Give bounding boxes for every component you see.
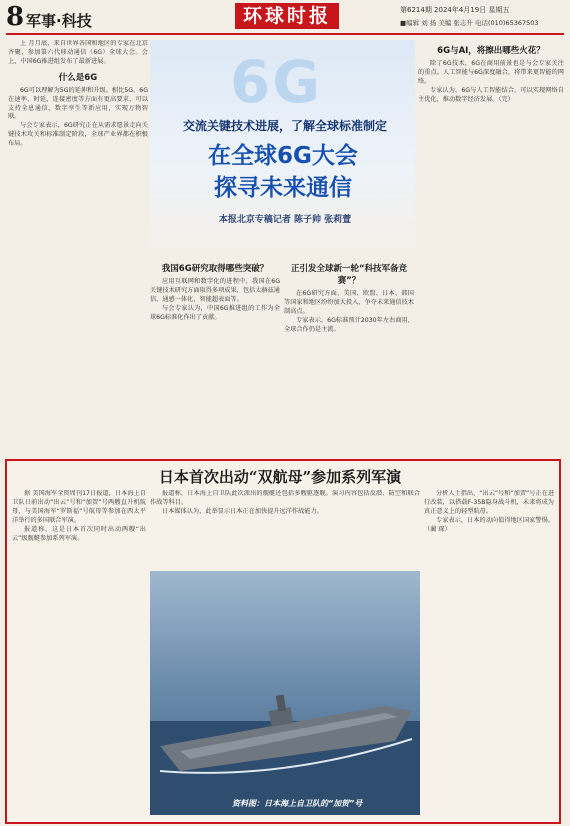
paragraph: 专家表示，6G标准预计2030年左右商用，全球合作仍是主流。: [284, 316, 414, 333]
issue-line: 第6214期 2024年4月19日 星期五: [400, 6, 510, 14]
subheading: 6G与AI，将擦出哪些火花？: [437, 46, 545, 56]
article-column-1: [8, 40, 148, 452]
hero-byline: 本报北京专稿记者 陈子帅 张莉萱: [218, 215, 352, 225]
boxed-column-mid: [150, 490, 420, 568]
boxed-column-right: [424, 490, 554, 814]
boxed-article-title: 日本首次出动“双航母”参加系列军演: [158, 468, 402, 486]
paragraph: 除了6G技术，6G在商用前景也是与会专家关注的重点。人工智能与6G深度融合，将带来更智能的网络。: [418, 60, 564, 85]
paragraph: 在6G研究方面，美国、欧盟、日本、韩国等国家和地区纷纷加大投入，争夺未来通信技术制高点。: [284, 290, 414, 315]
photo-caption: 资料图：日本海上自卫队的“加贺”号: [232, 799, 363, 808]
hero-title-line1: 在全球6G大会: [208, 143, 358, 169]
paragraph: 应用互联网和数字化的进程中，我国在6G关键技术研究方面取得多项成果，包括太赫兹通信、通感一体化、智能超表面等。: [150, 278, 280, 303]
hero-6g-text: 6G: [230, 48, 322, 116]
article-column-4: [418, 40, 564, 452]
paragraph: 与会专家表示，6G研究正在从需求愿景走向关键技术攻关和标准制定阶段，全球产业界都在积极布局。: [8, 122, 148, 148]
paragraph: 专家表示，日本的动向值得地区国家警惕。（蔺 琛）: [424, 516, 554, 533]
subheading: 正引发全球新一轮“科技军备竞赛”？: [290, 264, 408, 286]
section-title: 军事·科技: [26, 12, 92, 30]
article-column-2: [150, 258, 280, 452]
newspaper-logo: 环球时报: [235, 3, 339, 29]
hero-subtitle: 交流关键技术进展，了解全球标准制定: [182, 119, 387, 133]
article-column-3: [284, 258, 414, 452]
warship-photo: [150, 571, 420, 815]
paragraph: 专家认为，6G与人工智能结合，可以实现网络自主优化，推动数字经济发展。（完）: [418, 86, 564, 103]
paragraph: 报道称，这是日本首次同时出动两艘“出云”级舰艇参加系列军演。: [12, 525, 146, 542]
subheading: 我国6G研究取得哪些突破？: [161, 264, 269, 274]
editor-line: ■编辑 刘 扬 美编 张志升 电话(010)65367503: [400, 19, 539, 27]
subheading: 什么是6G: [58, 72, 98, 83]
paragraph: 与会专家认为，中国6G推进组的工作为全球6G标准化作出了贡献。: [150, 304, 280, 321]
hero-title-line2: 探寻未来通信: [214, 175, 352, 201]
warship-illustration: [150, 571, 420, 815]
paragraph: 日本媒体认为，此举显示日本正在加快提升远洋作战能力。: [162, 507, 323, 515]
paragraph: 分析人士指出，“出云”号和“加贺”号正在进行改装，以搭载F-35B隐身战斗机，未来将成为真正意义上的轻型航母。: [424, 490, 554, 515]
paragraph: 上 月月底，来自世界各国和地区的专家在北京齐聚，参加第六代移动通信（6G）全球大会。会上，中国6G推进组发布了最新进展。: [8, 40, 148, 65]
page-number: 8: [6, 2, 25, 32]
paragraph: 据 美国海军全资周刊17日报道，日本海上自卫队日前出动“出云”号和“加贺”号两艘直升机航母，与美国海军“罗斯福”号航母等参加在西太平洋举行的多国联合军演。: [12, 490, 146, 524]
boxed-column-left: [12, 490, 146, 814]
paragraph: 报道称，日本海上自卫队此次派出的舰艇还包括多艘驱逐舰。演习内容包括反潜、防空和联合作战等科目。: [150, 490, 420, 506]
header-rule: [6, 33, 564, 35]
paragraph: 6G可以理解为5G的延伸和升级。相比5G，6G在速率、时延、连接密度等方面有更高要求，可以支持全息通信、数字孪生等新应用，实现万物智联。: [8, 86, 148, 121]
